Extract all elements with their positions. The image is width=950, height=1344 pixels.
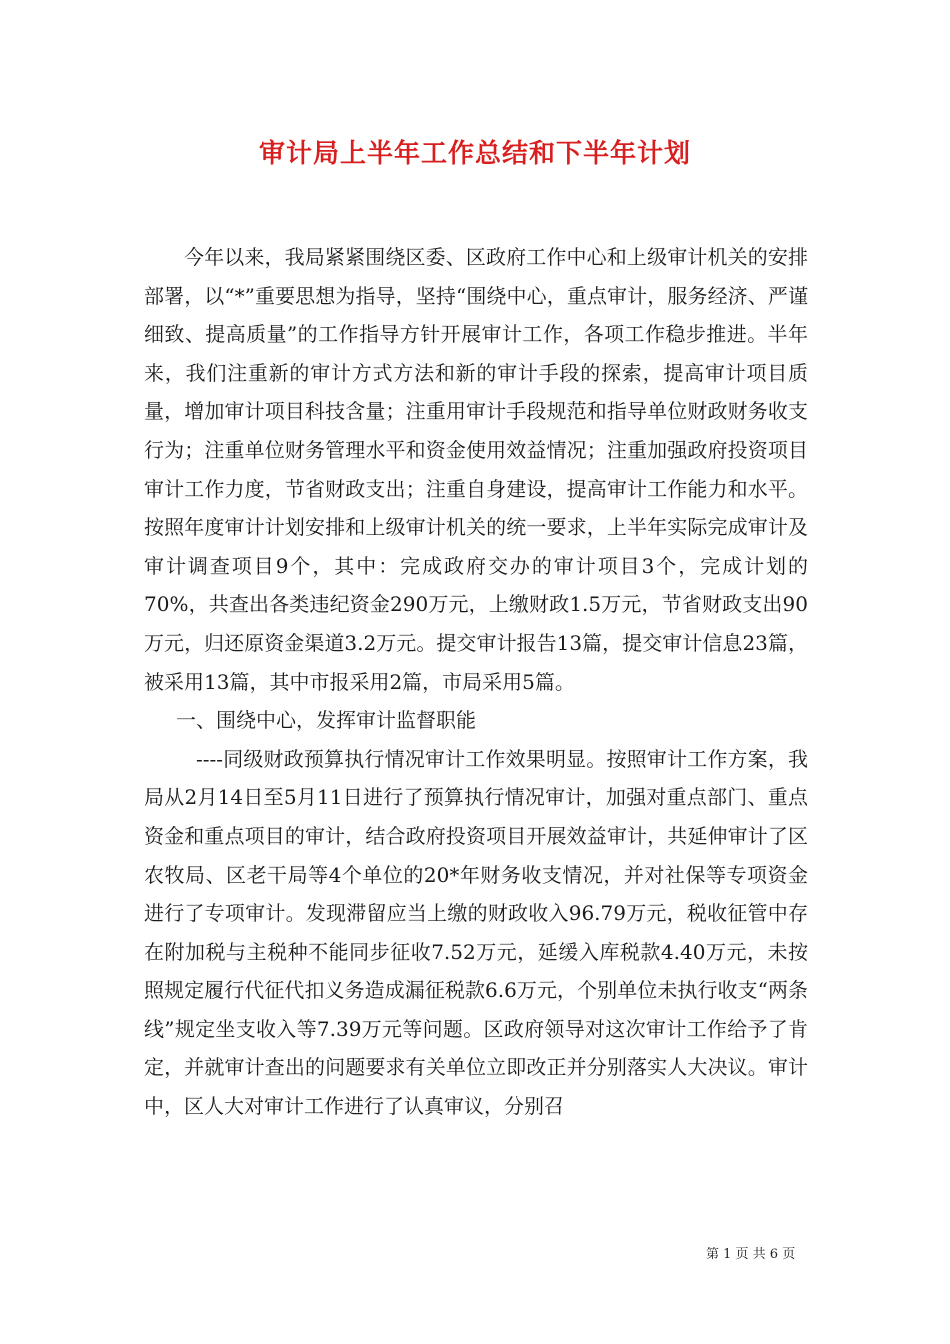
section-paragraph: ----同级财政预算执行情况审计工作效果明显。按照审计工作方案，我局从2月14日至5月11日进行了预算执行情况审计，加强对重点部门、重点资金和重点项目的审计，结合政府投资项目开展效益审计，共延伸审计了区农牧局、区老干局等4个单位的20*年财务收支情况，并对社保等专项资金进行了专项审计。发现滞留应当上缴的财政收入96.79万元，税收征管中存在附加税与主税种不能同步征收7.52万元，延缓入库税款4.40万元，未按照规定履行代征代扣义务造成漏征税款6.6万元，个别单位未执行收支“两条线”规定坐支收入等7.39万元等问题。区政府领导对这次审计工作给予了肯定，并就审计查出的问题要求有关单位立即改正并分别落实人大决议。审计中，区人大对审计工作进行了认真审议，分别召 bbox=[144, 746, 808, 1119]
page-number-footer: 第 1 页 共 6 页 bbox=[706, 1247, 796, 1262]
intro-paragraph: 今年以来，我局紧紧围绕区委、区政府工作中心和上级审计机关的安排部署，以“*”重要思想为指导，坚持“围绕中心，重点审计，服务经济、严谨细致、提高质量”的工作指导方针开展审计工作，各项工作稳步推进。半年来，我们注重新的审计方式方法和新的审计手段的探索，提高审计项目质量，增加审计项目科技含量；注重用审计手段规范和指导单位财政财务收支行为；注重单位财务管理水平和资金使用效益情况；注重加强政府投资项目审计工作力度，节省财政支出；注重自身建设，提高审计工作能力和水平。按照年度审计计划安排和上级审计机关的统一要求，上半年实际完成审计及审计调查项目9个，其中：完成政府交办的审计项目3个，完成计划的70%，共查出各类违纪资金290万元，上缴财政1.5万元，节省财政支出90万元，归还原资金渠道3.2万元。提交审计报告13篇，提交审计信息23篇，被采用13篇，其中市报采用2篇，市局采用5篇。 bbox=[144, 245, 808, 694]
document-title: 审计局上半年工作总结和下半年计划 bbox=[258, 139, 691, 169]
document-body bbox=[144, 238, 808, 1126]
section-heading: 一、围绕中心，发挥审计监督职能 bbox=[176, 708, 476, 733]
